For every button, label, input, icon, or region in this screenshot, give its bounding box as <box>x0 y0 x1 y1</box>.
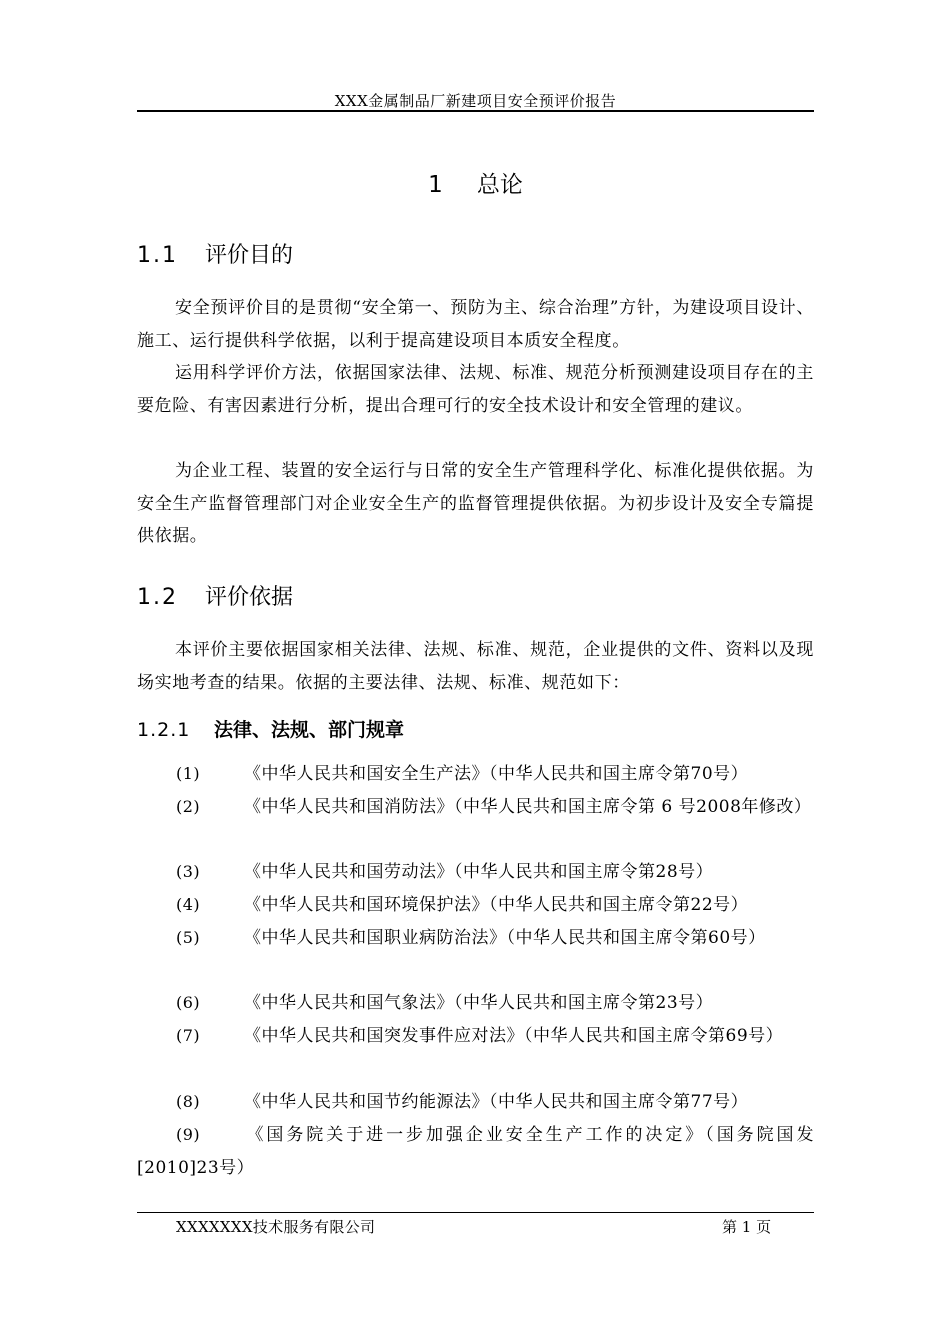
paragraph-text: 运用科学评价方法，依据国家法律、法规、标准、规范分析预测建设项目存在的主要危险、有害因素进行分析，提出合理可行的安全技术设计和安全管理的建议。 <box>137 363 814 416</box>
reference-text: 《中华人民共和国职业病防治法》（中华人民共和国主席令第60号） <box>244 928 766 948</box>
reference-index: (4) <box>176 895 201 914</box>
reference-text: 《中华人民共和国气象法》（中华人民共和国主席令第23号） <box>244 993 714 1013</box>
paragraph <box>137 292 814 357</box>
reference-item <box>137 1086 814 1119</box>
reference-item <box>137 987 814 1020</box>
reference-index: (9) <box>176 1125 201 1144</box>
footer-company: XXXXXXX技术服务有限公司 <box>176 1218 376 1236</box>
paragraph <box>137 455 814 553</box>
subsection-title: 法律、法规、部门规章 <box>214 719 405 741</box>
reference-text: 《中华人民共和国劳动法》（中华人民共和国主席令第28号） <box>244 862 714 882</box>
footer-rule <box>137 1212 814 1213</box>
chapter-number: 1 <box>428 172 443 198</box>
paragraph-text: 为企业工程、装置的安全运行与日常的安全生产管理科学化、标准化提供依据。为安全生产监督管理部门对企业安全生产的监督管理提供依据。为初步设计及安全专篇提供依据。 <box>137 461 814 546</box>
section-heading-1-1 <box>137 238 293 269</box>
paragraph <box>137 357 814 422</box>
section-number: 1.2 <box>137 585 178 610</box>
footer-page-number: 第 1 页 <box>722 1218 772 1236</box>
reference-item <box>137 758 814 791</box>
reference-item <box>137 922 814 955</box>
section-number: 1.1 <box>137 243 178 268</box>
reference-item <box>137 889 814 922</box>
reference-index: (1) <box>176 764 201 783</box>
chapter-heading <box>137 166 814 199</box>
reference-index: (8) <box>176 1092 201 1111</box>
subsection-heading-1-2-1 <box>137 715 404 742</box>
paragraph-text: 安全预评价目的是贯彻“安全第一、预防为主、综合治理”方针，为建设项目设计、施工、运行提供科学依据，以利于提高建设项目本质安全程度。 <box>137 298 814 351</box>
paragraph-text: 本评价主要依据国家相关法律、法规、标准、规范，企业提供的文件、资料以及现场实地考查的结果。依据的主要法律、法规、标准、规范如下： <box>137 640 814 693</box>
section-title: 评价依据 <box>205 585 294 610</box>
reference-item <box>137 791 814 824</box>
section-title: 评价目的 <box>205 243 294 268</box>
reference-text: 《中华人民共和国节约能源法》（中华人民共和国主席令第77号） <box>244 1092 749 1112</box>
reference-item <box>137 856 814 889</box>
reference-text: 《中华人民共和国消防法》（中华人民共和国主席令第 6 号2008年修改） <box>244 797 812 817</box>
reference-text: 《中华人民共和国突发事件应对法》（中华人民共和国主席令第69号） <box>244 1026 784 1046</box>
paragraph <box>137 634 814 699</box>
reference-index: (5) <box>176 928 201 947</box>
reference-index: (6) <box>176 993 201 1012</box>
reference-text: 《中华人民共和国安全生产法》（中华人民共和国主席令第70号） <box>244 764 749 784</box>
section-heading-1-2 <box>137 580 293 611</box>
header-rule <box>137 110 814 112</box>
chapter-title: 总论 <box>476 172 523 198</box>
reference-index: (2) <box>176 797 201 816</box>
reference-index: (7) <box>176 1026 201 1045</box>
running-header: XXX金属制品厂新建项目安全预评价报告 <box>334 92 617 110</box>
reference-index: (3) <box>176 862 201 881</box>
reference-item <box>137 1020 814 1053</box>
subsection-number: 1.2.1 <box>137 719 191 741</box>
reference-text: 《中华人民共和国环境保护法》（中华人民共和国主席令第22号） <box>244 895 749 915</box>
reference-text: 《国务院关于进一步加强企业安全生产工作的决定》（国务院国发[2010]23号） <box>137 1125 814 1178</box>
reference-item <box>137 1119 814 1184</box>
